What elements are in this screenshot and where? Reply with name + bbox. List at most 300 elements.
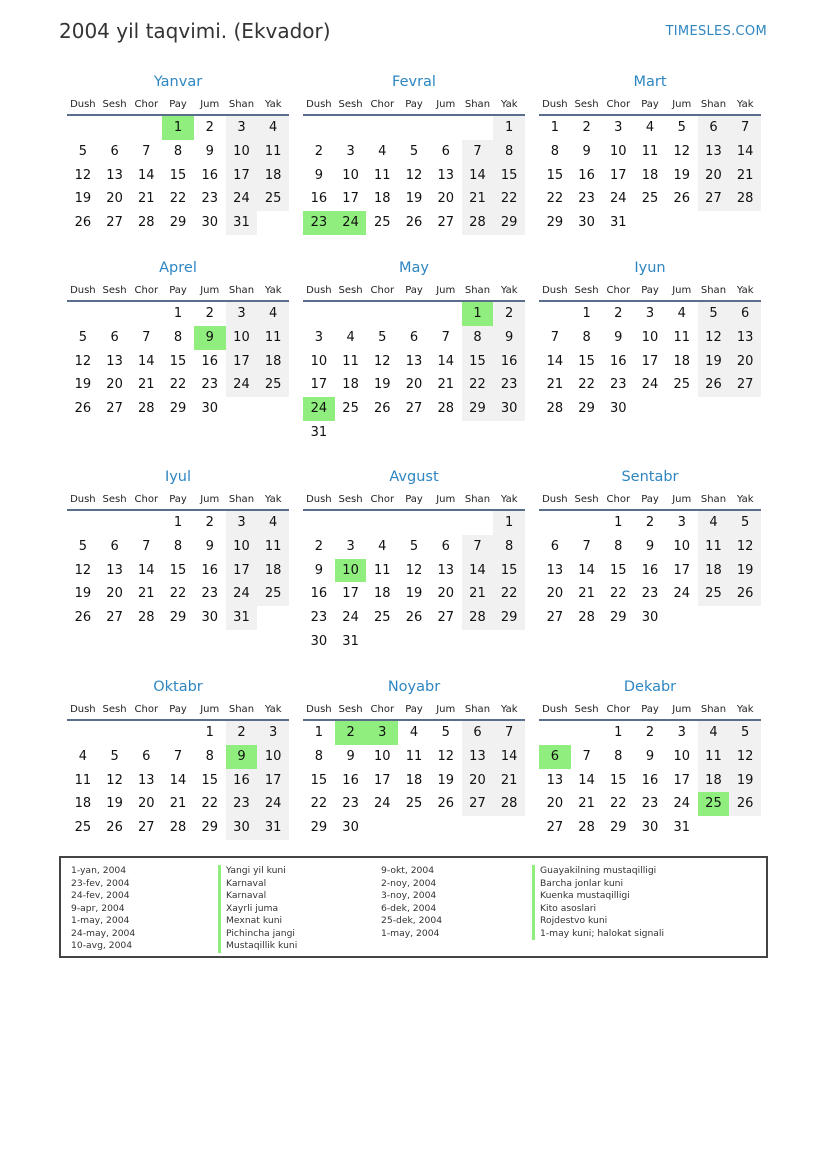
legend-entry: 2-noy, 2004 (381, 877, 437, 889)
day-cell: 19 (74, 377, 92, 393)
empty-cell (99, 302, 131, 326)
day-cell: 2 (314, 538, 323, 554)
legend-dates-col-2 (381, 865, 442, 940)
day-cell: 26 (74, 610, 92, 626)
empty-cell (398, 630, 430, 654)
week-row (303, 792, 525, 816)
day-cell: 21 (138, 377, 155, 393)
day-cell: 19 (698, 350, 730, 374)
empty-cell (67, 511, 99, 535)
day-cell: 26 (729, 792, 761, 816)
day-cell: 23 (342, 796, 359, 812)
day-cell: 11 (257, 535, 289, 559)
weekday-label: Pay (405, 704, 423, 715)
day-cell: 25 (257, 187, 289, 211)
legend-entry: 25-dek, 2004 (381, 915, 443, 926)
empty-cell (493, 816, 525, 840)
legend-entry: 23-fev, 2004 (71, 877, 130, 889)
day-cell: 3 (366, 721, 398, 745)
weekday-label: Pay (405, 494, 423, 505)
day-cell: 21 (578, 796, 595, 812)
legend-entry: Yangi yil kuni (218, 865, 297, 878)
day-cell: 9 (194, 326, 226, 350)
day-cell: 15 (493, 164, 525, 188)
day-cell: 8 (173, 143, 183, 159)
day-cell: 8 (205, 748, 214, 764)
empty-cell (539, 302, 571, 326)
empty-cell (130, 116, 162, 140)
day-cell: 24 (226, 582, 258, 606)
day-cell: 3 (346, 538, 355, 554)
day-cell: 6 (550, 538, 559, 554)
day-cell: 16 (641, 772, 659, 788)
day-cell: 13 (106, 353, 123, 369)
week-row (67, 535, 289, 559)
week-row (539, 116, 761, 140)
day-cell: 29 (169, 401, 187, 417)
day-cell: 6 (441, 143, 450, 159)
day-cell: 17 (610, 167, 627, 183)
day-cell: 13 (729, 326, 761, 350)
day-cell: 20 (729, 350, 761, 374)
day-cell: 25 (641, 191, 659, 207)
day-cell: 24 (226, 187, 258, 211)
day-cell: 12 (405, 562, 423, 578)
day-cell: 5 (677, 120, 686, 135)
day-cell: 5 (110, 748, 119, 764)
legend-entry: 1-may kuni; halokat signali (532, 928, 664, 941)
day-cell: 6 (110, 538, 119, 554)
day-cell: 3 (677, 725, 686, 740)
week-row (539, 350, 761, 374)
weekday-label: Yak (264, 285, 282, 296)
empty-cell (729, 816, 761, 840)
week-row (67, 302, 289, 326)
day-cell: 8 (614, 538, 623, 554)
day-cell: 29 (578, 401, 595, 417)
day-cell: 27 (437, 610, 454, 626)
weekday-label: Sesh (338, 99, 363, 110)
empty-cell (430, 421, 462, 445)
weekday-header (67, 281, 289, 302)
day-cell: 1 (582, 306, 591, 321)
day-cell: 23 (201, 377, 218, 393)
empty-cell (67, 721, 99, 745)
weekday-label: Jum (436, 99, 456, 110)
weekday-label: Pay (169, 704, 187, 715)
weekday-label: Pay (641, 494, 659, 505)
day-cell: 26 (374, 401, 391, 417)
day-cell: 16 (610, 353, 627, 369)
week-row (303, 164, 525, 188)
weekday-header (303, 490, 525, 511)
day-cell: 7 (142, 143, 151, 159)
legend-dates-col-1 (71, 865, 135, 953)
day-cell: 1 (162, 116, 194, 140)
week-row (303, 769, 525, 793)
week-row (303, 630, 525, 654)
week-row (303, 211, 525, 235)
day-cell: 3 (226, 302, 258, 326)
day-cell: 25 (342, 401, 359, 417)
day-cell: 13 (106, 562, 123, 578)
day-cell: 18 (673, 353, 690, 369)
weekday-header (539, 95, 761, 116)
weekday-label: Dush (70, 99, 96, 110)
weekday-label: Pay (169, 99, 187, 110)
day-cell: 30 (641, 610, 659, 626)
week-row (67, 792, 289, 816)
day-cell: 9 (205, 143, 214, 159)
week-row (539, 606, 761, 630)
month-may (303, 258, 525, 445)
empty-cell (226, 397, 258, 421)
empty-cell (398, 421, 430, 445)
day-cell: 12 (74, 167, 92, 183)
brand-link[interactable]: TIMESLES.COM (665, 24, 767, 39)
week-row (539, 302, 761, 326)
weekday-label: Chor (370, 704, 395, 715)
week-row (67, 511, 289, 535)
week-row (67, 350, 289, 374)
day-cell: 2 (205, 120, 214, 135)
empty-cell (67, 302, 99, 326)
day-cell: 5 (78, 538, 87, 554)
day-cell: 25 (257, 373, 289, 397)
week-row (539, 211, 761, 235)
weekday-label: Chor (370, 99, 395, 110)
week-row (67, 606, 289, 630)
day-cell: 19 (729, 769, 761, 793)
weekday-label: Yak (500, 704, 518, 715)
weekday-label: Jum (672, 99, 692, 110)
day-cell: 3 (346, 143, 355, 159)
day-cell: 14 (462, 559, 494, 583)
day-cell: 26 (729, 582, 761, 606)
day-cell: 31 (257, 816, 289, 840)
empty-cell (303, 302, 335, 326)
day-cell: 21 (169, 796, 187, 812)
empty-cell (99, 116, 131, 140)
day-cell: 25 (405, 796, 423, 812)
day-cell: 17 (342, 586, 359, 602)
day-cell: 18 (641, 167, 659, 183)
day-cell: 27 (106, 401, 123, 417)
day-cell: 14 (462, 164, 494, 188)
day-cell: 6 (110, 329, 119, 345)
week-row (539, 535, 761, 559)
day-cell: 29 (169, 610, 187, 626)
day-cell: 13 (437, 167, 454, 183)
empty-cell (398, 116, 430, 140)
day-cell: 19 (374, 377, 391, 393)
day-cell: 9 (645, 748, 655, 764)
day-cell: 4 (677, 306, 686, 321)
empty-cell (666, 606, 698, 630)
day-cell: 2 (335, 721, 367, 745)
day-cell: 25 (698, 582, 730, 606)
empty-cell (729, 606, 761, 630)
day-cell: 26 (673, 191, 690, 207)
empty-cell (430, 511, 462, 535)
day-cell: 7 (173, 748, 183, 764)
week-row (303, 116, 525, 140)
day-cell: 3 (645, 306, 655, 321)
week-row (67, 187, 289, 211)
day-cell: 21 (578, 586, 595, 602)
day-cell: 19 (74, 586, 92, 602)
day-cell: 15 (310, 772, 328, 788)
weekday-label: Shan (700, 494, 727, 505)
day-cell: 28 (462, 606, 494, 630)
day-cell: 5 (378, 329, 387, 345)
day-cell: 20 (546, 586, 564, 602)
day-cell: 16 (310, 191, 328, 207)
day-cell: 8 (173, 329, 183, 345)
day-cell: 31 (310, 424, 328, 440)
day-cell: 21 (546, 377, 564, 393)
day-cell: 11 (257, 140, 289, 164)
day-cell: 30 (310, 633, 328, 649)
week-row (539, 582, 761, 606)
day-cell: 7 (142, 538, 151, 554)
day-cell: 9 (314, 167, 323, 183)
day-cell: 2 (205, 515, 214, 530)
day-cell: 18 (374, 586, 391, 602)
month-name: Dekabr (623, 679, 677, 695)
empty-cell (366, 116, 398, 140)
weekday-header (539, 490, 761, 511)
legend-entry: Mexnat kuni (218, 915, 297, 928)
day-cell: 21 (138, 191, 155, 207)
legend-entry: 6-dek, 2004 (381, 902, 437, 914)
day-cell: 10 (226, 326, 258, 350)
legend-entry: Xayrli juma (218, 903, 297, 916)
week-row (539, 187, 761, 211)
day-cell: 20 (437, 586, 454, 602)
month-iyun (539, 258, 761, 421)
weekday-label: Sesh (102, 285, 127, 296)
day-cell: 17 (374, 772, 391, 788)
empty-cell (257, 397, 289, 421)
day-cell: 6 (110, 143, 119, 159)
day-cell: 10 (673, 748, 690, 764)
day-cell: 31 (342, 633, 359, 649)
day-cell: 13 (546, 772, 564, 788)
empty-cell (462, 630, 494, 654)
day-cell: 22 (169, 377, 187, 393)
day-cell: 16 (493, 350, 525, 374)
week-row (67, 769, 289, 793)
day-cell: 12 (74, 353, 92, 369)
empty-cell (366, 421, 398, 445)
day-cell: 19 (106, 796, 123, 812)
day-cell: 20 (106, 191, 123, 207)
weekday-label: Shan (228, 99, 255, 110)
weekday-label: Dush (542, 99, 568, 110)
day-cell: 30 (342, 820, 359, 836)
day-cell: 14 (138, 167, 155, 183)
day-cell: 4 (257, 116, 289, 140)
day-cell: 27 (138, 820, 155, 836)
day-cell: 28 (169, 820, 187, 836)
weekday-label: Jum (672, 494, 692, 505)
week-row (67, 721, 289, 745)
weekday-label: Dush (70, 494, 96, 505)
legend-entry: 1-may, 2004 (381, 927, 440, 939)
day-cell: 22 (493, 582, 525, 606)
day-cell: 26 (74, 215, 92, 231)
day-cell: 30 (226, 816, 258, 840)
day-cell: 28 (546, 401, 564, 417)
day-cell: 15 (169, 167, 187, 183)
weekday-label: Pay (641, 704, 659, 715)
day-cell: 24 (673, 796, 690, 812)
day-cell: 19 (74, 191, 92, 207)
day-cell: 26 (405, 215, 423, 231)
day-cell: 4 (698, 721, 730, 745)
day-cell: 15 (201, 772, 218, 788)
day-cell: 18 (374, 191, 391, 207)
day-cell: 13 (546, 562, 564, 578)
day-cell: 25 (374, 610, 391, 626)
day-cell: 23 (578, 191, 595, 207)
empty-cell (366, 511, 398, 535)
day-cell: 24 (374, 796, 391, 812)
day-cell: 21 (437, 377, 454, 393)
page-title: 2004 yil taqvimi. (Ekvador) (59, 19, 331, 43)
day-cell: 11 (74, 772, 92, 788)
weekday-label: Yak (500, 285, 518, 296)
legend-entry: Kito asoslari (532, 903, 664, 916)
day-cell: 18 (342, 377, 359, 393)
weekday-label: Jum (436, 704, 456, 715)
day-cell: 17 (641, 353, 659, 369)
day-cell: 21 (729, 164, 761, 188)
day-cell: 22 (546, 191, 564, 207)
day-cell: 18 (698, 559, 730, 583)
day-cell: 2 (582, 120, 591, 135)
day-cell: 28 (138, 401, 155, 417)
day-cell: 22 (610, 586, 627, 602)
day-cell: 21 (462, 582, 494, 606)
legend-entry: 10-avg, 2004 (71, 940, 133, 951)
day-cell: 2 (205, 306, 214, 321)
day-cell: 4 (645, 120, 655, 135)
day-cell: 11 (342, 353, 359, 369)
day-cell: 29 (493, 606, 525, 630)
weekday-header (539, 700, 761, 721)
week-row (303, 187, 525, 211)
day-cell: 17 (257, 769, 289, 793)
day-cell: 29 (493, 211, 525, 235)
day-cell: 11 (405, 748, 423, 764)
week-row (303, 745, 525, 769)
month-avgust (303, 467, 525, 654)
day-cell: 22 (310, 796, 328, 812)
day-cell: 22 (610, 796, 627, 812)
legend-entry: 24-may, 2004 (71, 927, 136, 939)
empty-cell (430, 630, 462, 654)
legend-entry: Kuenka mustaqilligi (532, 890, 664, 903)
day-cell: 30 (578, 215, 595, 231)
legend-entry: Barcha jonlar kuni (532, 878, 664, 891)
day-cell: 26 (698, 373, 730, 397)
day-cell: 26 (405, 610, 423, 626)
week-row (67, 745, 289, 769)
month-sentabr (539, 467, 761, 630)
day-cell: 16 (201, 562, 218, 578)
day-cell: 22 (462, 373, 494, 397)
day-cell: 13 (462, 745, 494, 769)
day-cell: 8 (173, 538, 183, 554)
day-cell: 10 (335, 559, 367, 583)
week-row (539, 559, 761, 583)
empty-cell (462, 421, 494, 445)
month-oktabr (67, 677, 289, 840)
weekday-label: Pay (641, 99, 659, 110)
week-row (67, 559, 289, 583)
day-cell: 30 (493, 397, 525, 421)
empty-cell (335, 116, 367, 140)
day-cell: 23 (226, 792, 258, 816)
month-noyabr (303, 677, 525, 840)
week-row (67, 140, 289, 164)
empty-cell (666, 211, 698, 235)
day-cell: 17 (310, 377, 328, 393)
week-row (303, 140, 525, 164)
day-cell: 1 (550, 120, 559, 135)
weekday-label: Shan (464, 285, 491, 296)
empty-cell (398, 816, 430, 840)
day-cell: 27 (106, 610, 123, 626)
empty-cell (698, 211, 730, 235)
day-cell: 30 (201, 610, 218, 626)
day-cell: 6 (462, 721, 494, 745)
weekday-label: Dush (70, 285, 96, 296)
weekday-label: Sesh (574, 99, 599, 110)
day-cell: 17 (673, 772, 690, 788)
day-cell: 1 (205, 725, 214, 740)
weekday-label: Yak (736, 99, 754, 110)
empty-cell (99, 511, 131, 535)
day-cell: 21 (138, 586, 155, 602)
weekday-label: Shan (228, 494, 255, 505)
day-cell: 14 (493, 745, 525, 769)
day-cell: 9 (582, 143, 591, 159)
day-cell: 24 (226, 373, 258, 397)
day-cell: 4 (257, 511, 289, 535)
day-cell: 26 (106, 820, 123, 836)
day-cell: 22 (201, 796, 218, 812)
empty-cell (366, 630, 398, 654)
day-cell: 27 (405, 401, 423, 417)
weekday-header (539, 281, 761, 302)
day-cell: 6 (729, 302, 761, 326)
day-cell: 11 (257, 326, 289, 350)
day-cell: 11 (374, 167, 391, 183)
empty-cell (257, 606, 289, 630)
day-cell: 24 (673, 586, 690, 602)
weekday-label: Jum (200, 704, 220, 715)
month-name: Yanvar (153, 74, 203, 90)
day-cell: 26 (437, 796, 454, 812)
day-cell: 28 (437, 401, 454, 417)
day-cell: 15 (462, 350, 494, 374)
day-cell: 5 (78, 329, 87, 345)
day-cell: 29 (169, 215, 187, 231)
day-cell: 12 (106, 772, 123, 788)
